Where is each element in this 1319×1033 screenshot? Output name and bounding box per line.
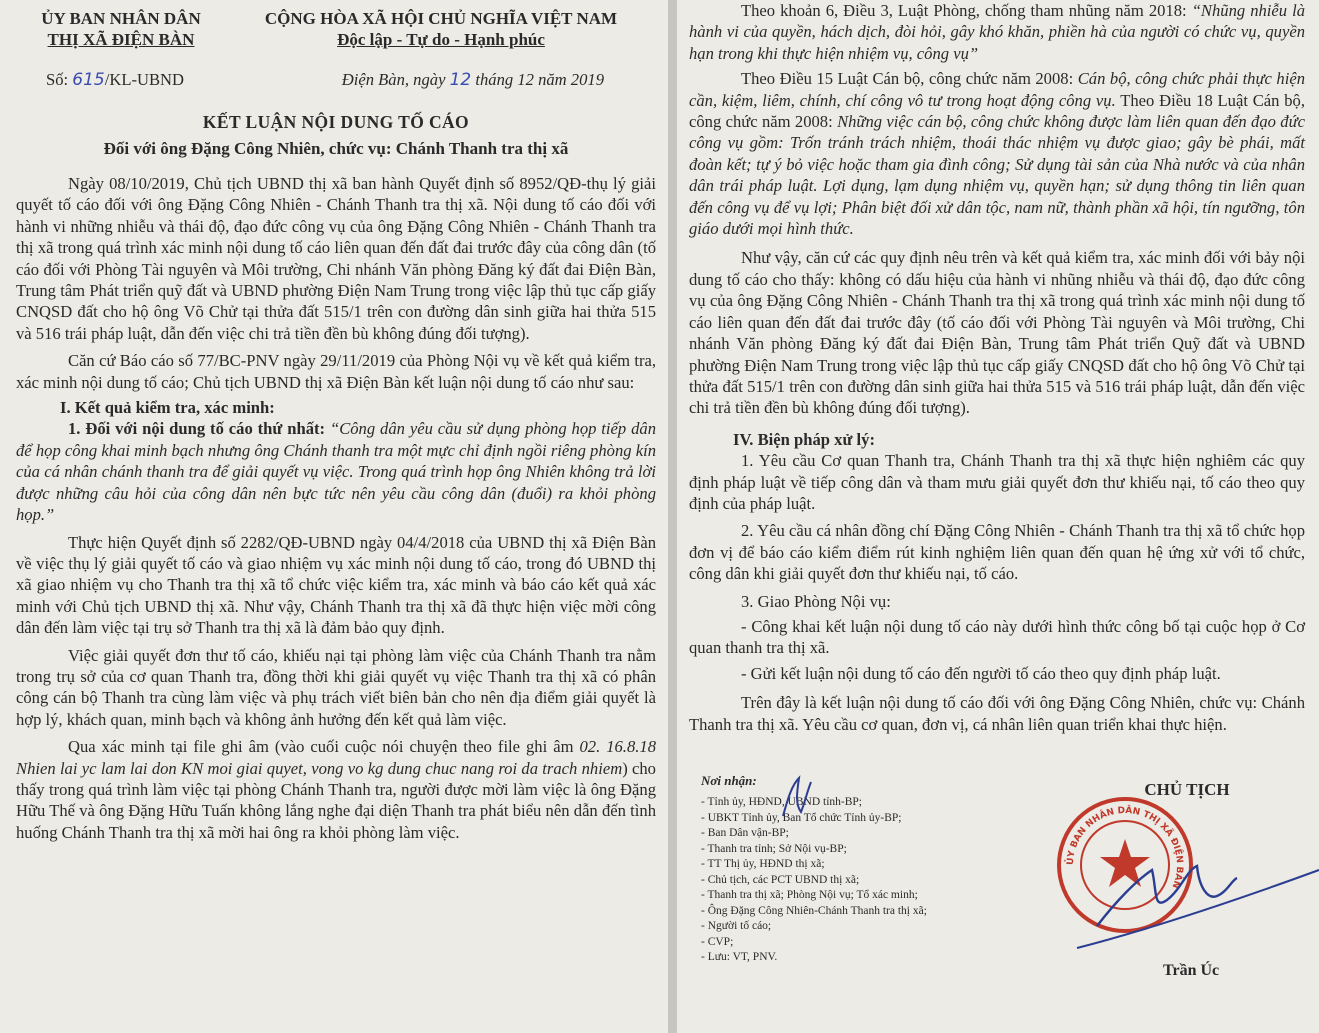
- anticorruption-quote: “Nhũng nhiễu là hành vi của quyền, hách dịch, đòi hỏi, gây khó khăn, phiền hà của người có chức vụ, quyền hạn trong khi thực hiện nhiệm vụ, công vụ”: [689, 1, 1305, 63]
- measure-3a: - Công khai kết luận nội dung tố cáo này dưới hình thức công bố tại cuộc họp ở Cơ quan thanh tra thị xã.: [689, 616, 1305, 658]
- closing-paragraph: Trên đây là kết luận nội dung tố cáo đối với ông Đặng Công Nhiên, chức vụ: Chánh Thanh tra thị xã. Yêu cầu cơ quan, đơn vị, cá nhân liên quan triển khai thực hiện.: [689, 693, 1305, 734]
- org-line2: THỊ XÃ ĐIỆN BÀN: [47, 30, 195, 49]
- section-4-heading: IV. Biện pháp xử lý:: [733, 429, 875, 449]
- measure-3b: - Gửi kết luận nội dung tố cáo đến người tố cáo theo quy định pháp luật.: [741, 663, 1221, 683]
- document-number: Số: 615/KL-UBND: [46, 70, 185, 90]
- recipient-item: - UBKT Tỉnh ủy, Ban Tổ chức Tỉnh ủy-BP;: [701, 811, 902, 824]
- left-paragraph-3: Thực hiện Quyết định số 2282/QĐ-UBND ngày 04/4/2018 của UBND thị xã Điện Bàn về việc thụ lý giải quyết tố cáo và giao nhiệm vụ xác minh nội dung tố cáo, trong đó UBND thị xã giao nhiệm vụ cho Thanh tra thị xã tổ chức việc kiểm tra, xác minh và báo cáo kết quả xác minh với Chủ tịch UBND thị xã. Như vậy, Chánh Thanh tra thị xã đã thực hiện việc mời công dân đến làm việc tại trụ sở Thanh tra thị xã là đảm bảo quy định.: [16, 532, 656, 638]
- recipient-item: - Lưu: VT, PNV.: [701, 951, 778, 963]
- handwritten-day: 12: [449, 70, 472, 90]
- left-paragraph-1: Ngày 08/10/2019, Chủ tịch UBND thị xã ban hành Quyết định số 8952/QĐ-thụ lý giải quyết tố cáo đối với ông Đặng Công Nhiên - Chánh Thanh tra thị xã. Nội dung tố cáo đối với hành vi những nhiễu và thái độ, đạo đức công vụ của ông Đặng Công Nhiên - Chánh Thanh tra thị xã trong quá trình xác minh nội dung tố cáo liên quan đến đất đai trước đây của công dân (tố cáo đối với Phòng Tài nguyên và Môi trường, Chi nhánh Văn phòng Đăng ký đất đai Điện Bàn, Trung tâm Phát triển quỹ đất và UBND phường Điện Nam Trung trong việc lập thủ tục cấp giấy CNQSD đất cho hộ ông Võ Chử tại thửa đất 515/1 trên con đường dân sinh giữa hai thửa 515 và 516 trái pháp luật, dẫn đến việc chi trả tiền đền bù không đúng đối tượng).: [16, 174, 656, 343]
- civil-servant-quote-1: Cán bộ, công chức phải thực hiện cần, kiệm, liêm, chính, chí công vô tư trong hoạt động công vụ.: [689, 69, 1305, 110]
- org-line1: ỦY BAN NHÂN DÂN: [41, 9, 201, 28]
- right-paragraph-1: Theo khoản 6, Điều 3, Luật Phòng, chống tham nhũng năm 2018: “Nhũng nhiễu là hành vi của quyền, hách dịch, đòi hỏi, gây khó khăn, phiền hà của người có chức vụ, quyền hạn trong khi thực hiện nhiệm vụ, công vụ”: [689, 1, 1305, 63]
- seal-text: ỦY BAN NHÂN DÂN THỊ XÃ ĐIỆN BÀN: [1065, 805, 1185, 890]
- national-motto: [226, 8, 656, 50]
- left-paragraph-5: Qua xác minh tại file ghi âm (vào cuối cuộc nói chuyện theo file ghi âm 02. 16.8.18 Nhien lai yc lam lai don KN moi giai quyet, vong vo kg dung chuc nang roi da trach nhiem) cho thấy trong quá trình làm việc tại phòng Chánh Thanh tra, người được mời làm việc là ông Đặng Hữu Thế và ông Đặng Hữu Tuấn không lắng nghe đại diện Thanh tra phát biểu nên dẫn đến tình huống Chánh Thanh tra thị xã mời hai ông ra khỏi phòng làm việc.: [16, 737, 656, 842]
- recipients-title: Nơi nhận:: [701, 773, 757, 788]
- document-header: [16, 0, 656, 50]
- recipient-item: - Tỉnh ủy, HĐND, UBND tỉnh-BP;: [701, 796, 863, 808]
- recipient-item: - Chủ tịch, các PCT UBND thị xã;: [701, 873, 860, 886]
- signer-name: Trần Úc: [1163, 962, 1220, 979]
- subsection-1-quote: “Công dân yêu cầu sử dụng phòng họp tiếp dân để họp công khai minh bạch nhưng ông Chánh thanh tra một mực chỉ định ngồi riêng phòng kín của cá nhân chánh thanh tra để giải quyết vụ việc. Trong quá trình họp ông Nhiên không trả lời được những câu hỏi của công dân nên bực tức nên yêu cầu công dân (đuổi) ra khỏi phòng họp.”: [16, 419, 656, 525]
- motto: Độc lập - Tự do - Hạnh phúc: [337, 30, 545, 49]
- recipient-item: - Ban Dân vận-BP;: [701, 827, 789, 839]
- initial-signature-icon: [777, 772, 817, 822]
- handwritten-number: 615: [72, 70, 105, 90]
- right-paragraph-2: Theo Điều 15 Luật Cán bộ, công chức năm 2008: Cán bộ, công chức phải thực hiện cần, kiệm, liêm, chính, chí công vô tư trong hoạt động công vụ. Theo Điều 18 Luật Cán bộ, công chức năm 2008: Những việc cán bộ, công chức không được làm liên quan đến đạo đức công vụ gồm: Trốn tránh trách nhiệm, thoái thác nhiệm vụ được giao; gây bè phái, mất đoàn kết; tự ý bỏ việc hoặc tham gia đình công; Sử dụng tài sản của Nhà nước và của nhân dân trái pháp luật. Lợi dụng, lạm dụng nhiệm vụ, quyền hạn; sử dụng thông tin liên quan đến công vụ để vụ lợi; Phân biệt đối xử dân tộc, nam nữ, thành phần xã hội, tín ngưỡng, tôn giáo dưới mọi hình thức.: [689, 69, 1306, 239]
- civil-servant-quote-2: Những việc cán bộ, công chức không được làm liên quan đến đạo đức công vụ gồm: Trốn tránh trách nhiệm, thoái thác nhiệm vụ được giao; gây bè phái, mất đoàn kết; tự ý bỏ việc hoặc tham gia đình công; Sử dụng tài sản của Nhà nước và của nhân dân trái pháp luật. Lợi dụng, lạm dụng nhiệm vụ, quyền hạn; sử dụng thông tin liên quan đến công vụ để vụ lợi; Phân biệt đối xử dân tộc, nam nữ, thành phần xã hội, tín ngưỡng, tôn giáo dưới mọi hình thức.: [689, 112, 1306, 239]
- document-subtitle: Đối với ông Đặng Công Nhiên, chức vụ: Chánh Thanh tra thị xã: [103, 139, 569, 158]
- left-paragraph-2: Căn cứ Báo cáo số 77/BC-PNV ngày 29/11/2019 của Phòng Nội vụ về kết quả kiểm tra, xác minh nội dung tố cáo; Chủ tịch UBND thị xã Điện Bàn kết luận nội dung tố cáo như sau:: [16, 351, 656, 392]
- right-paragraph-3: Như vậy, căn cứ các quy định nêu trên và kết quả kiểm tra, xác minh đối với bảy nội dung tố cáo cho thấy: không có dấu hiệu của hành vi nhũng nhiễu và thái độ, đạo đức công vụ của ông Đặng Công Nhiên - Chánh Thanh tra thị xã trong quá trình xác minh nội dung tố cáo liên quan đến đất đai trước đây (tố cáo đối với Phòng Tài nguyên và Môi trường, Chi nhánh Văn phòng Đăng ký đất đai Điện Bàn, Trung tâm Phát triển Quỹ đất và UBND phường Điện Nam Trung trong việc lập thủ tục cấp giấy CNQSD đất cho hộ ông Võ Chử tại thửa đất 515/1 trên con đường dân sinh giữa hai thửa 515 và 516 trái pháp luật, dẫn đến việc chi trả tiền đền bù không đúng đối tượng).: [689, 248, 1305, 418]
- left-paragraph-4: Việc giải quyết đơn thư tố cáo, khiếu nại tại phòng làm việc của Chánh Thanh tra nằm trong trụ sở của cơ quan Thanh tra, đồng thời khi giải quyết vụ việc Thanh tra thị xã có phân công cán bộ Thanh tra cùng làm việc và phụ trách viết biên bản cho nên địa điểm giải quyết là hợp lý, khách quan, minh bạch và không ảnh hưởng đến kết quả làm việc.: [16, 645, 656, 729]
- chairman-signature-icon: [1057, 830, 1319, 960]
- document-title: KẾT LUẬN NỘI DUNG TỐ CÁO: [202, 112, 470, 132]
- measure-1: 1. Yêu cầu Cơ quan Thanh tra, Chánh Thanh tra thị xã thực hiện nghiêm các quy định pháp luật về tiếp công dân và tham mưu giải quyết đơn thư khiếu nại, tố cáo theo quy định của pháp luật.: [689, 451, 1305, 513]
- measure-3: 3. Giao Phòng Nội vụ:: [741, 591, 891, 611]
- right-page: [677, 0, 1319, 1033]
- page-gap: [668, 0, 677, 1033]
- subsection-1: [16, 418, 656, 525]
- measure-2: 2. Yêu cầu cá nhân đồng chí Đặng Công Nhiên - Chánh Thanh tra thị xã tổ chức họp đơn vị để báo cáo kiểm điểm rút kinh nghiệm liên quan đến quan hệ ứng xử với tổ chức, công dân khi giải quyết đơn thư khiếu nại, tố cáo.: [689, 521, 1305, 584]
- signer-title: CHỦ TỊCH: [1144, 780, 1230, 799]
- recipient-item: - Thanh tra thị xã; Phòng Nội vụ; Tổ xác minh;: [701, 889, 918, 901]
- recipient-item: - Người tố cáo;: [701, 920, 772, 932]
- audio-file-quote: 02. 16.8.18 Nhien lai yc lam lai don KN moi giai quyet, vong vo kg dung chuc nang roi da trach nhiem: [16, 737, 656, 778]
- issuing-organization: [16, 8, 226, 50]
- recipient-item: - Ông Đặng Công Nhiên-Chánh Thanh tra thị xã;: [701, 904, 927, 917]
- recipient-item: - CVP;: [701, 935, 734, 948]
- subsection-1-label: 1. Đối với nội dung tố cáo thứ nhất:: [68, 419, 326, 439]
- document-meta: [16, 70, 656, 90]
- section-1-heading: I. Kết quả kiểm tra, xác minh:: [60, 398, 275, 418]
- recipient-item: - Thanh tra tỉnh; Sở Nội vụ-BP;: [701, 842, 847, 855]
- nation-name: CỘNG HÒA XÃ HỘI CHỦ NGHĨA VIỆT NAM: [264, 9, 618, 28]
- recipient-item: - TT Thị ủy, HĐND thị xã;: [701, 858, 825, 870]
- document-date: Điện Bàn, ngày 12 tháng 12 năm 2019: [341, 70, 604, 90]
